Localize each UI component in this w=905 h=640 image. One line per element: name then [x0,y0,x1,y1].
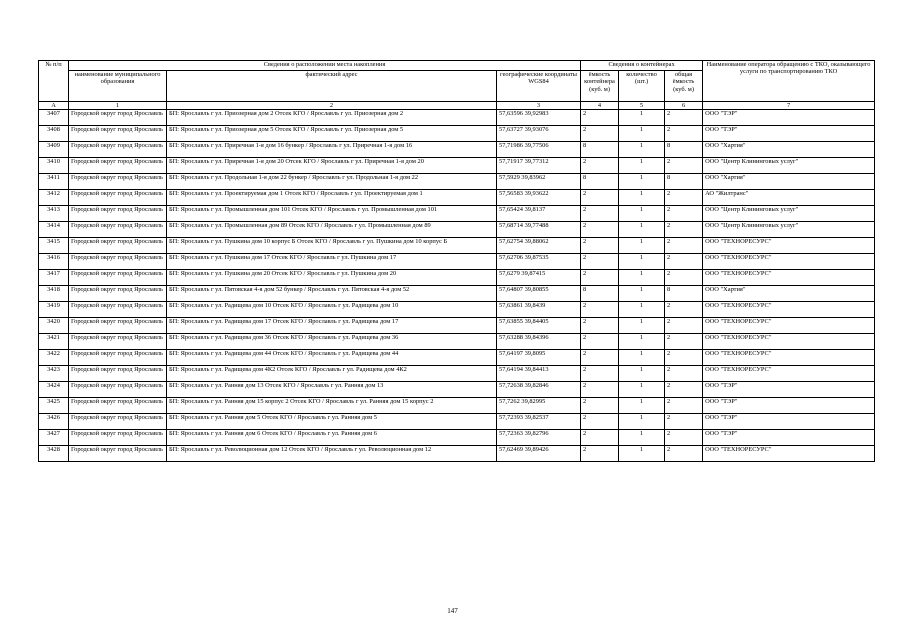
capacity-cell: 2 [581,206,619,222]
row-number: 3427 [39,430,69,446]
capacity-cell: 2 [581,446,619,462]
municipality-cell: Городской округ город Ярославль [69,206,167,222]
table-row [39,334,875,350]
operator-cell: ООО "Хартия" [703,286,875,302]
count-cell: 1 [619,142,665,158]
capacity-cell: 2 [581,110,619,126]
table-row [39,286,875,302]
row-number: 3410 [39,158,69,174]
count-cell: 1 [619,366,665,382]
row-number: 3428 [39,446,69,462]
capacity-cell: 2 [581,318,619,334]
operator-cell: ООО "Хартия" [703,142,875,158]
coords-cell: 57,64197 39,8095 [497,350,581,366]
coords-cell: 57,72638 39,82846 [497,382,581,398]
count-cell: 1 [619,206,665,222]
table-row [39,190,875,206]
page-number: 147 [447,607,458,615]
address-cell: БП: Ярославль г ул. Революционная дом 12 Отсек КГО / Ярославль г ул. Революционная дом 12 [167,446,497,462]
row-number: 3411 [39,174,69,190]
operator-cell: ООО "ТЭР" [703,430,875,446]
col-number: 1 [69,102,167,110]
total-cell: 8 [665,286,703,302]
table-row [39,398,875,414]
row-number: 3426 [39,414,69,430]
total-cell: 2 [665,110,703,126]
row-number: 3421 [39,334,69,350]
header-coords: географические координаты WGS84 [497,71,581,102]
address-cell: БП: Ярославль г ул. Промышленная дом 101 Отсек КГО / Ярославль г ул. Промышленная дом 101 [167,206,497,222]
capacity-cell: 2 [581,254,619,270]
count-cell: 1 [619,222,665,238]
address-cell: БП: Ярославль г ул. Радищева дом 36 Отсек КГО / Ярославль г ул. Радищева дом 36 [167,334,497,350]
coords-cell: 57,63727 39,93076 [497,126,581,142]
total-cell: 2 [665,318,703,334]
total-cell: 2 [665,270,703,286]
table-row [39,254,875,270]
capacity-cell: 8 [581,142,619,158]
row-number: 3425 [39,398,69,414]
count-cell: 1 [619,430,665,446]
table-row [39,174,875,190]
coords-cell: 57,7262 39,82995 [497,398,581,414]
total-cell: 2 [665,430,703,446]
header-address: фактический адрес [167,71,497,102]
header-location-group: Сведения о расположении места накопления [69,61,581,71]
table-row [39,126,875,142]
coords-cell: 57,63855 39,84405 [497,318,581,334]
table-row [39,222,875,238]
coords-cell: 57,65424 39,8137 [497,206,581,222]
total-cell: 2 [665,366,703,382]
col-number: 5 [619,102,665,110]
address-cell: БП: Ярославль г ул. Приречная 1-я дом 16 бункер / Ярославль г ул. Приречная 1-я дом 16 [167,142,497,158]
coords-cell: 57,64807 39,80855 [497,286,581,302]
total-cell: 8 [665,174,703,190]
total-cell: 2 [665,446,703,462]
count-cell: 1 [619,238,665,254]
row-number: 3420 [39,318,69,334]
total-cell: 2 [665,350,703,366]
count-cell: 1 [619,110,665,126]
total-cell: 2 [665,398,703,414]
capacity-cell: 2 [581,350,619,366]
coords-cell: 57,72363 39,82796 [497,430,581,446]
total-cell: 2 [665,254,703,270]
table-row [39,270,875,286]
coords-cell: 57,5929 39,83962 [497,174,581,190]
table-row [39,430,875,446]
header-total: общая ёмкость (куб. м) [665,71,703,102]
col-number: 2 [167,102,497,110]
municipality-cell: Городской округ город Ярославль [69,334,167,350]
col-number: А [39,102,69,110]
count-cell: 1 [619,174,665,190]
table-row [39,446,875,462]
table-row [39,238,875,254]
count-cell: 1 [619,446,665,462]
operator-cell: ООО "ТЕХНОРЕСУРС" [703,270,875,286]
coords-cell: 57,56583 39,93622 [497,190,581,206]
municipality-cell: Городской округ город Ярославль [69,190,167,206]
coords-cell: 57,68714 39,77488 [497,222,581,238]
address-cell: БП: Ярославль г ул. Ранняя дом 6 Отсек КГО / Ярославль г ул. Ранняя дом 6 [167,430,497,446]
capacity-cell: 2 [581,238,619,254]
municipality-cell: Городской округ город Ярославль [69,430,167,446]
operator-cell: ООО "Центр Клининговых услуг" [703,206,875,222]
total-cell: 2 [665,206,703,222]
address-cell: БП: Ярославль г ул. Ранняя дом 13 Отсек КГО / Ярославль г ул. Ранняя дом 13 [167,382,497,398]
operator-cell: АО "Жилтранс" [703,190,875,206]
capacity-cell: 2 [581,222,619,238]
municipality-cell: Городской округ город Ярославль [69,238,167,254]
address-cell: БП: Ярославль г ул. Пятовская 4-я дом 52 бункер / Ярославль г ул. Пятовская 4-я дом 52 [167,286,497,302]
row-number: 3424 [39,382,69,398]
address-cell: БП: Ярославль г ул. Проектируемая дом 1 Отсек КГО / Ярославль г ул. Проектируемая дом 1 [167,190,497,206]
count-cell: 1 [619,334,665,350]
row-number: 3412 [39,190,69,206]
coords-cell: 57,6279 39,87415 [497,270,581,286]
address-cell: БП: Ярославль г ул. Приречная 1-я дом 20 Отсек КГО / Ярославль г ул. Приречная 1-я дом 20 [167,158,497,174]
count-cell: 1 [619,382,665,398]
table-row [39,350,875,366]
table-row [39,318,875,334]
total-cell: 2 [665,302,703,318]
row-number: 3418 [39,286,69,302]
table-row [39,158,875,174]
capacity-cell: 2 [581,126,619,142]
header-row-1 [39,61,875,71]
operator-cell: ООО "Центр Клининговых услуг" [703,158,875,174]
row-number: 3416 [39,254,69,270]
header-municipality: наименование муниципального образования [69,71,167,102]
operator-cell: ООО "ТЭР" [703,382,875,398]
table-row [39,206,875,222]
capacity-cell: 2 [581,414,619,430]
address-cell: БП: Ярославль г ул. Радищева дом 44 Отсек КГО / Ярославль г ул. Радищева дом 44 [167,350,497,366]
coords-cell: 57,63861 39,8439 [497,302,581,318]
capacity-cell: 8 [581,286,619,302]
row-number: 3413 [39,206,69,222]
address-cell: БП: Ярославль г ул. Приозерная дом 5 Отсек КГО / Ярославль г ул. Приозерная дом 5 [167,126,497,142]
operator-cell: ООО "ТЕХНОРЕСУРС" [703,446,875,462]
address-cell: БП: Ярославль г ул. Промышленная дом 89 Отсек КГО / Ярославль г ул. Промышленная дом 89 [167,222,497,238]
operator-cell: ООО "ТЕХНОРЕСУРС" [703,366,875,382]
municipality-cell: Городской округ город Ярославль [69,222,167,238]
table-row [39,110,875,126]
table-row [39,414,875,430]
capacity-cell: 2 [581,190,619,206]
operator-cell: ООО "ТЕХНОРЕСУРС" [703,334,875,350]
municipality-cell: Городской округ город Ярославль [69,350,167,366]
capacity-cell: 2 [581,398,619,414]
municipality-cell: Городской округ город Ярославль [69,286,167,302]
municipality-cell: Городской округ город Ярославль [69,126,167,142]
capacity-cell: 2 [581,270,619,286]
address-cell: БП: Ярославль г ул. Пушкина дом 17 Отсек КГО / Ярославль г ул. Пушкина дом 17 [167,254,497,270]
col-number: 3 [497,102,581,110]
operator-cell: ООО "Хартия" [703,174,875,190]
row-number: 3423 [39,366,69,382]
total-cell: 2 [665,126,703,142]
capacity-cell: 8 [581,174,619,190]
row-number: 3415 [39,238,69,254]
municipality-cell: Городской округ город Ярославль [69,366,167,382]
row-number: 3408 [39,126,69,142]
count-cell: 1 [619,286,665,302]
operator-cell: ООО "ТЕХНОРЕСУРС" [703,318,875,334]
col-number: 6 [665,102,703,110]
address-cell: БП: Ярославль г ул. Пушкина дом 10 корпус Б Отсек КГО / Ярославль г ул. Пушкина дом 10 корпус Б [167,238,497,254]
total-cell: 2 [665,334,703,350]
address-cell: БП: Ярославль г ул. Продольная 1-я дом 22 бункер / Ярославль г ул. Продольная 1-я дом 22 [167,174,497,190]
count-cell: 1 [619,398,665,414]
count-cell: 1 [619,350,665,366]
coords-cell: 57,72393 39,82537 [497,414,581,430]
coords-cell: 57,71986 39,77506 [497,142,581,158]
row-number: 3407 [39,110,69,126]
table-body [39,110,875,462]
total-cell: 2 [665,158,703,174]
total-cell: 2 [665,222,703,238]
table-row [39,382,875,398]
count-cell: 1 [619,302,665,318]
municipality-cell: Городской округ город Ярославль [69,270,167,286]
capacity-cell: 2 [581,382,619,398]
address-cell: БП: Ярославль г ул. Приозерная дом 2 Отсек КГО / Ярославль г ул. Приозерная дом 2 [167,110,497,126]
coords-cell: 57,63288 39,84396 [497,334,581,350]
total-cell: 8 [665,142,703,158]
count-cell: 1 [619,414,665,430]
capacity-cell: 2 [581,366,619,382]
coords-cell: 57,62469 39,89426 [497,446,581,462]
municipality-cell: Городской округ город Ярославль [69,318,167,334]
municipality-cell: Городской округ город Ярославль [69,110,167,126]
municipality-cell: Городской округ город Ярославль [69,398,167,414]
operator-cell: ООО "ТЭР" [703,126,875,142]
col-number: 7 [703,102,875,110]
column-number-row [39,102,875,110]
row-number: 3417 [39,270,69,286]
count-cell: 1 [619,270,665,286]
coords-cell: 57,62754 39,88062 [497,238,581,254]
operator-cell: ООО "ТЕХНОРЕСУРС" [703,238,875,254]
coords-cell: 57,62706 39,87535 [497,254,581,270]
operator-cell: ООО "ТЭР" [703,414,875,430]
operator-cell: ООО "ТЕХНОРЕСУРС" [703,254,875,270]
total-cell: 2 [665,190,703,206]
header-containers-group: Сведения о контейнерах [581,61,703,71]
total-cell: 2 [665,382,703,398]
count-cell: 1 [619,318,665,334]
municipality-cell: Городской округ город Ярославль [69,142,167,158]
count-cell: 1 [619,254,665,270]
header-operator: Наименование оператора обращению с ТКО, оказывающего услуги по транспортированию ТКО [703,61,875,102]
address-cell: БП: Ярославль г ул. Ранняя дом 5 Отсек КГО / Ярославль г ул. Ранняя дом 5 [167,414,497,430]
municipality-cell: Городской округ город Ярославль [69,254,167,270]
count-cell: 1 [619,126,665,142]
coords-cell: 57,63596 39,92983 [497,110,581,126]
header-capacity: ёмкость контейнера (куб. м) [581,71,619,102]
capacity-cell: 2 [581,334,619,350]
operator-cell: ООО "Центр Клининговых услуг" [703,222,875,238]
total-cell: 2 [665,414,703,430]
count-cell: 1 [619,158,665,174]
table-row [39,302,875,318]
row-number: 3414 [39,222,69,238]
capacity-cell: 2 [581,430,619,446]
coords-cell: 57,71917 39,77312 [497,158,581,174]
total-cell: 2 [665,238,703,254]
address-cell: БП: Ярославль г ул. Радищева дом 10 Отсек КГО / Ярославль г ул. Радищева дом 10 [167,302,497,318]
table-row [39,142,875,158]
header-count: количество (шт.) [619,71,665,102]
operator-cell: ООО "ТЭР" [703,398,875,414]
address-cell: БП: Ярославль г ул. Радищева дом 4К2 Отсек КГО / Ярославль г ул. Радищева дом 4К2 [167,366,497,382]
address-cell: БП: Ярославль г ул. Радищева дом 17 Отсек КГО / Ярославль г ул. Радищева дом 17 [167,318,497,334]
municipality-cell: Городской округ город Ярославль [69,382,167,398]
registry-table [38,60,875,462]
col-number: 4 [581,102,619,110]
capacity-cell: 2 [581,158,619,174]
address-cell: БП: Ярославль г ул. Пушкина дом 20 Отсек КГО / Ярославль г ул. Пушкина дом 20 [167,270,497,286]
municipality-cell: Городской округ город Ярославль [69,446,167,462]
municipality-cell: Городской округ город Ярославль [69,158,167,174]
count-cell: 1 [619,190,665,206]
header-num: № п/п [39,61,69,102]
operator-cell: ООО "ТЭР" [703,110,875,126]
operator-cell: ООО "ТЕХНОРЕСУРС" [703,302,875,318]
capacity-cell: 2 [581,302,619,318]
row-number: 3419 [39,302,69,318]
operator-cell: ООО "ТЕХНОРЕСУРС" [703,350,875,366]
row-number: 3409 [39,142,69,158]
address-cell: БП: Ярославль г ул. Ранняя дом 15 корпус 2 Отсек КГО / Ярославль г ул. Ранняя дом 15 корпус 2 [167,398,497,414]
municipality-cell: Городской округ город Ярославль [69,414,167,430]
municipality-cell: Городской округ город Ярославль [69,302,167,318]
municipality-cell: Городской округ город Ярославль [69,174,167,190]
table-row [39,366,875,382]
coords-cell: 57,64194 39,84413 [497,366,581,382]
row-number: 3422 [39,350,69,366]
